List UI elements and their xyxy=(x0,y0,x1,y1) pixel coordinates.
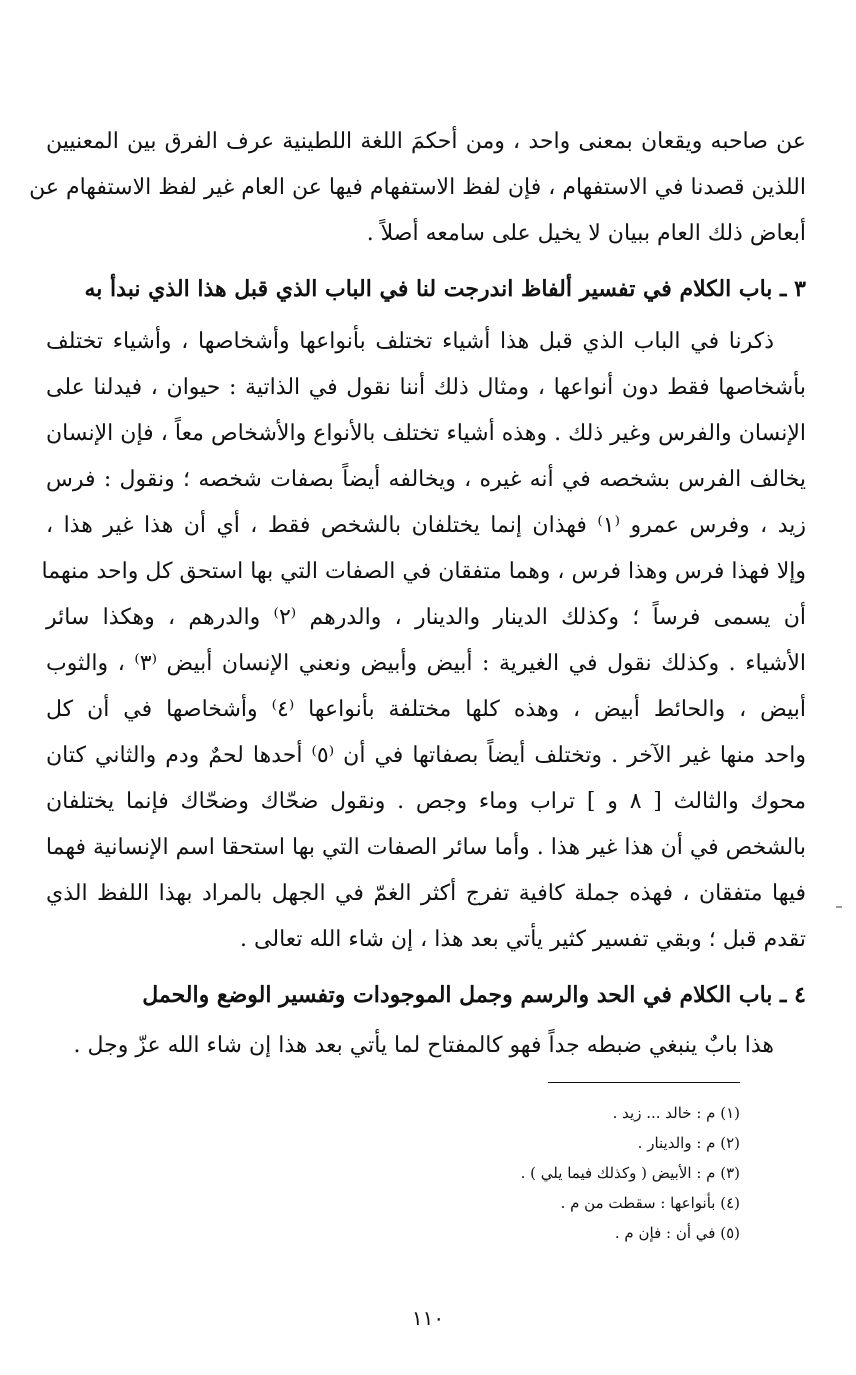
body-line: ذكرنا في الباب الذي قبل هذا أشياء تختلف بأنواعها وأشخاصها ، وأشياء تختلف xyxy=(46,329,774,354)
footnote: (٢) م : والدينار . xyxy=(637,1134,740,1152)
body-line: واحد منها غير الآخر . وتختلف أيضاً بصفاتها في أن ⁽٥⁾ أحدها لحمٌ ودم والثاني كتان xyxy=(46,743,806,768)
page-number: ١١٠ xyxy=(411,1306,445,1330)
body-line: أن يسمى فرساً ؛ وكذلك الدينار والدينار ، والدرهم ⁽٢⁾ والدرهم ، وهكذا سائر xyxy=(46,605,807,630)
body-line: عن صاحبه ويقعان بمعنى واحد ، ومن أحكمَ اللغة اللطينية عرف الفرق بين المعنيين xyxy=(46,129,806,154)
body-line: الإنسان والفرس وغير ذلك . وهذه أشياء تختلف بالأنواع والأشخاص معاً ، فإن الإنسان xyxy=(46,421,806,446)
footnote: (٤) بأنواعها : سقطت من م . xyxy=(560,1194,740,1212)
body-line: الأشياء . وكذلك نقول في الغيرية : أبيض وأبيض ونعني الإنسان أبيض ⁽٣⁾ ، والثوب xyxy=(46,651,806,676)
body-line: أبيض ، والحائط أبيض ، وهذه كلها مختلفة بأنواعها ⁽٤⁾ وأشخاصها في أن كل xyxy=(46,697,806,722)
footnote: (٥) في أن : فإن م . xyxy=(614,1224,740,1242)
body-line: بالشخص في أن هذا غير هذا . وأما سائر الصفات التي بها استحقا اسم الإنسانية فهما xyxy=(45,835,806,860)
body-line: تقدم قبل ؛ وبقي تفسير كثير يأتي بعد هذا ، إن شاء الله تعالى . xyxy=(240,927,806,952)
body-line: أبعاض ذلك العام ببيان لا يخيل على سامعه أصلاً . xyxy=(366,221,806,246)
body-line: زيد ، وفرس عمرو ⁽١⁾ فهذان إنما يختلفان بالشخص فقط ، أي أن هذا غير هذا ، xyxy=(46,513,807,538)
footnote: (٣) م : الأبيض ( وكذلك فيما يلي ) . xyxy=(520,1164,740,1182)
body-line: يخالف الفرس بشخصه في أنه غيره ، ويخالفه أيضاً بصفات شخصه ؛ ونقول : فرس xyxy=(46,467,806,492)
footnote: (١) م : خالد ... زيد . xyxy=(612,1104,740,1122)
body-line: محوك والثالث [ ٨ و ] تراب وماء وجص . ونقول ضحّاك وضحّاك فإنما يختلفان xyxy=(46,789,806,814)
body-line: فيها متفقان ، فهذه جملة كافية تفرج أكثر الغمّ في الجهل بالمراد بهذا اللفظ الذي xyxy=(46,881,806,906)
body-line: بأشخاصها فقط دون أنواعها ، ومثال ذلك أننا نقول في الذاتية : حيوان ، فيدلنا على xyxy=(46,375,806,400)
section-heading: ٤ ـ باب الكلام في الحد والرسم وجمل الموجودات وتفسير الوضع والحمل xyxy=(142,982,806,1008)
footnote-separator xyxy=(548,1082,740,1083)
body-line: اللذين قصدنا في الاستفهام ، فإن لفظ الاستفهام فيها عن العام غير لفظ الاستفهام عن xyxy=(29,175,806,200)
body-line: هذا بابٌ ينبغي ضبطه جداً فهو كالمفتاح لما يأتي بعد هذا إن شاء الله عزّ وجل . xyxy=(73,1033,774,1058)
margin-mark xyxy=(836,906,842,908)
section-heading: ٣ ـ باب الكلام في تفسير ألفاظ اندرجت لنا في الباب الذي قبل هذا الذي نبدأ به xyxy=(84,276,806,302)
body-line: وإلا فهذا فرس وهذا فرس ، وهما متفقان في الصفات التي بها استحق كل واحد منهما xyxy=(41,559,806,584)
